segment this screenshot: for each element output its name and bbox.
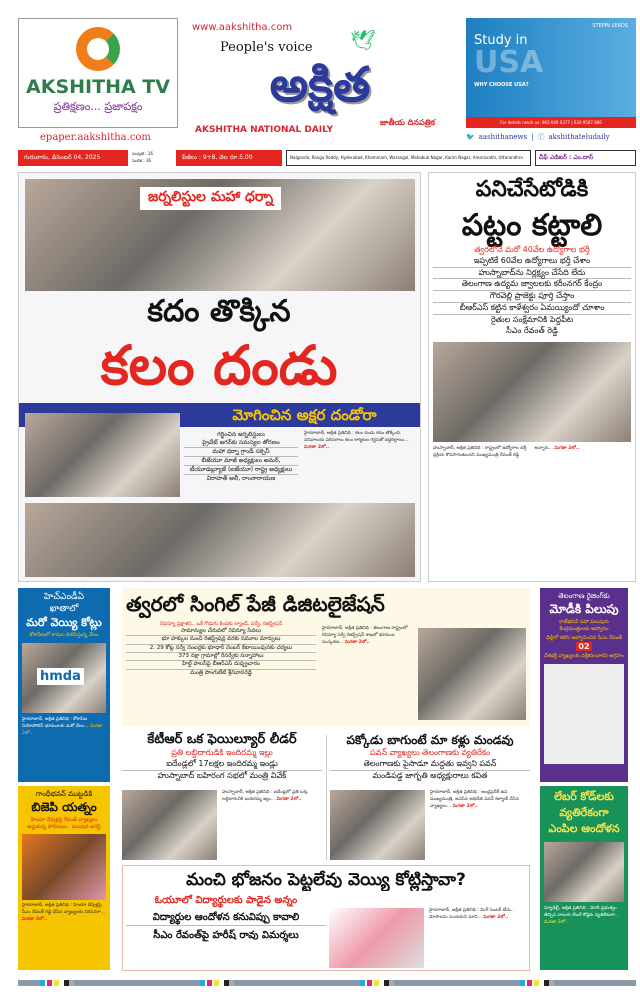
pawan-kavitha-photo <box>330 790 425 860</box>
food-body-text: హైదరాబాద్, అక్షిత ప్రతినిధి : వింగ్ సెంటర్ టీను.. మోసాలను సంచయని మాని... <box>429 908 514 920</box>
masthead-logo: అక్షిత <box>269 57 371 113</box>
ktr-sub: ప్రతి లబ్దిదారుడికి ఇందిరమ్మ ఇల్లు <box>171 748 273 757</box>
social-links: 🐦 aashithanews | ⓕ akshithateludaily <box>466 133 610 141</box>
bird-icon: 🕊 <box>350 28 376 52</box>
english-name: AKSHITHA NATIONAL DAILY <box>195 125 334 135</box>
continued-link[interactable]: మిగతా 2లో.. <box>544 919 569 925</box>
chief-editor: చీఫ్ ఎడిటర్ : ఎం.దాస్ <box>535 150 636 166</box>
hmda-logo: hmda <box>37 668 84 685</box>
right-point: ఇప్పటికే 60వేల ఉద్యోగాలు భర్తీ చేశాం <box>433 256 631 268</box>
tv-logo-box <box>18 18 178 128</box>
lead-point: టీయూడబ్ల్యూజే (ఐజేయూ) రాష్ట్ర అధ్యక్షులు <box>184 466 298 475</box>
tv-tagline: ప్రతిక్షణం... ప్రజాపక్షం <box>53 100 143 113</box>
facebook-icon: ⓕ <box>537 133 545 141</box>
bjp-protest-photo <box>22 834 106 900</box>
epaper-link[interactable]: epaper.aakshitha.com <box>40 132 151 143</box>
ad-contact: For details reach us: 903 046 0377 | 630 9587 886 <box>466 117 636 128</box>
pawan-point: మండిపడ్డ జాగృతి అధ్యక్షురాలు కవిత <box>372 770 488 780</box>
bjp-title: గాంధీభవన్ ముట్టడికి <box>35 790 93 798</box>
food-sub: ఓయూలో విద్యార్థులకు పాడైన అన్నం <box>154 895 298 906</box>
continued-link[interactable]: మిగతా 2లో.. <box>554 446 580 452</box>
lead-point: మహా ధర్నా గ్రాండ్ సక్సెస్ <box>184 448 298 457</box>
lead-photo-police <box>25 503 415 577</box>
continued-link[interactable]: మిగతా 2లో.. <box>483 914 509 920</box>
modi-sub2: ఢిల్లీలో కలిసి ఆహ్వానించిన సీఎం రేవంత్ <box>545 635 623 641</box>
modi-photo <box>544 664 624 764</box>
logo-sub: జాతీయ దినపత్రిక <box>380 118 436 127</box>
lead-photo-dharna <box>25 179 415 291</box>
continued-link[interactable]: మిగతా 2లో.. <box>22 916 48 922</box>
lead-body <box>304 431 416 451</box>
modi-title: తెలంగాణ రైజింగ్‌కు <box>558 592 610 600</box>
twitter-icon: 🐦 <box>466 133 475 141</box>
continued-link[interactable]: మిగతా 2లో.. <box>304 444 330 450</box>
digital-point: 373 నక్షా గ్రామాల్లో రీసర్వేకు సన్నాహాలు <box>126 653 316 661</box>
hmda-sub: కోకాపేటలో కాసుల కురిపిస్తున్న వేలం <box>29 632 99 638</box>
modi-box <box>540 588 628 782</box>
continued-link[interactable]: మిగతా 2లో.. <box>344 639 370 645</box>
pawan-headline: పక్కోడు బాగుంటే మా కళ్లు మండవు <box>346 733 514 747</box>
volume: సంపుటి : 16 <box>132 151 153 156</box>
twitter-handle[interactable]: aashithanews <box>478 133 528 141</box>
ad-big: USA <box>474 45 544 80</box>
right-point: సీఎం రేవంత్ రెడ్డి <box>506 325 558 335</box>
facebook-handle[interactable]: akshithateludaily <box>548 133 610 141</box>
digital-sub: రెవిన్యూ ప్రక్షాళన.. ఒకే గొడుగు కిందకు ల్యాండ్, సర్వే, రిజిస్ట్రేషన్ <box>159 621 283 627</box>
bjp-body <box>22 903 106 923</box>
right-body-text: హుస్నాబాద్, అక్షిత ప్రతినిధి : రాష్ట్రంలో ఉద్యోగాల భర్తీ ప్రక్రియ కొనసాగుతుందని ముఖ్యమంత్రి రేవంత్ రెడ్డి అన్నారు... <box>433 446 553 459</box>
right-kicker: పనిచేసేటోడికి <box>475 177 589 202</box>
right-lead-story <box>428 172 636 582</box>
volume-issue <box>132 150 172 166</box>
food-point: విద్యార్థుల ఆందోళన కనువిప్పు కావాలి <box>126 911 326 926</box>
digital-point: భూ హక్కుల నుంచి రిజిస్ట్రేషన్ల వరకు సమూల మార్పులు <box>126 636 316 644</box>
harish-rao-photo <box>329 908 424 968</box>
continued-link[interactable]: మిగతా 2లో.. <box>22 723 103 736</box>
labour-photo <box>544 842 624 902</box>
right-point: హుస్నాబాద్‌ను నిర్లక్ష్యం చేసేది లేదు <box>433 268 631 280</box>
lead-point: విరాహత్ అలీ, రాంనారాయణ <box>206 475 276 483</box>
issue: సంచిక : 16 <box>132 158 151 163</box>
website[interactable]: www.aakshitha.com <box>192 22 293 33</box>
hmda-body-text: హైదరాబాద్, అక్షిత ప్రతినిధి : కోకాపేట నియోపోలిస్ భూములకు మరో వేలం... <box>22 717 89 729</box>
hmda-box <box>18 588 110 782</box>
hmda-body <box>22 717 106 737</box>
lead-kicker: కదం తొక్కిన <box>147 294 291 329</box>
bjp-box <box>18 786 110 970</box>
print-color-bar <box>18 980 636 986</box>
continued-link[interactable]: మిగతా 2లో.. <box>276 796 302 802</box>
tv-logo-icon <box>76 27 120 71</box>
lead-point: ప్రైవేట్ జగన్‌కు సమస్యల తోరణం <box>184 439 298 448</box>
study-usa-ad[interactable] <box>466 18 636 128</box>
lead-photo-protesters <box>25 413 180 497</box>
food-body <box>429 908 527 922</box>
bjp-body-text: హైదరాబాద్, అక్షిత ప్రతినిధి : హిందూ దేవుళ్లపై సీఎం రేవంత్ రెడ్డి చేసిన వ్యాఖ్యలకు నిరసనగా... <box>22 903 106 915</box>
digital-body <box>322 626 412 646</box>
lead-headline: కలం దండు <box>100 334 338 397</box>
lead-body-text: హైదరాబాద్, అక్షిత ప్రతినిధి : కలం దండు కదం తొక్కింది. సచివాలయ పరిసరాలు కలం కార్మికుల గర్జనతో దద్దరిల్లాయి... <box>304 431 409 443</box>
ktr-headline: కేటీఆర్ ఒక ఫెయిల్యూర్ లీడర్ <box>147 732 297 747</box>
hmda-title2: ఖాతాలో <box>49 604 79 614</box>
ktr-photo-vivek <box>122 790 217 860</box>
bjp-sub: హిందూ దేవుళ్లపై రేవంత్ వ్యాఖ్యలు <box>30 817 98 823</box>
food-headline: మంచి భోజనం పెట్టలేవు వెయ్యి కోట్లిస్తావా? <box>186 870 466 890</box>
right-point: రైతుల సంక్షేమానికి పెద్దపీట <box>490 314 574 324</box>
right-points <box>433 256 631 337</box>
ktr-point: హుస్నాబాద్ బహిరంగ సభలో మంత్రి వివేక్ <box>157 770 287 780</box>
hmda-title: హెచ్ఎండీఏ <box>43 592 85 602</box>
digitalization-story <box>122 588 530 726</box>
right-point: తెలంగాణ ఉద్యమ జ్వాలలకు కరీంనగర్ కేంద్రం <box>433 279 631 291</box>
ktr-story <box>122 732 322 860</box>
pawan-body-text: హైదరాబాద్, అక్షిత ప్రతినిధి : ఆంధ్రప్రదేశ్ ఉప ముఖ్యమంత్రి, జనసేన అధినేత పవన్ కళ్యాణ్ చేసిన వ్యాఖ్యలు... <box>430 790 519 809</box>
date-bar <box>18 150 636 166</box>
food-point: సీఎం రేవంత్‌పై హరీష్ రావు విమర్శలు <box>153 930 299 941</box>
modi-headline: మోడీకి పిలుపు <box>549 602 619 616</box>
tv-name: AKSHITHA TV <box>26 76 170 98</box>
labour-headline: లేబర్ కోడ్‌లకు వ్యతిరేకంగా ఎంపిల ఆందోళన <box>548 790 620 835</box>
ad-why: WHY CHOOSE USA? <box>474 82 529 88</box>
digital-body-text: హైదరాబాద్, అక్షిత ప్రతినిధి : తెలంగాణ రాష్ట్రంలో రెవిన్యూ సర్వే రిజిస్ట్రేషన్ శాఖలో భూముల సంస్కరణ... <box>322 626 408 645</box>
food-story <box>122 865 530 971</box>
right-body <box>433 446 631 460</box>
pawan-body <box>430 790 530 810</box>
ad-title: Study in <box>474 33 528 48</box>
right-headline: పట్టం కట్టాలి <box>461 208 603 243</box>
labour-body <box>544 906 624 926</box>
labour-body-text: న్యూఢిల్లీ, అక్షిత ప్రతినిధి : మోదీ ప్రభుత్వం తెచ్చిన నాలుగు లేబర్ కోడ్లకు వ్యతిరేకంగా... <box>544 906 620 918</box>
pawan-story <box>330 732 530 860</box>
slogan: People's voice <box>220 40 313 55</box>
labour-box <box>540 786 628 970</box>
lead-points <box>184 431 298 484</box>
ktr-body-text: హుస్నాబాద్, అక్షిత ప్రతినిధి : ఐదేండ్లలో ప్రతి ఒక్క లబ్దిదారునికి ఇందిరమ్మ ఇల్లు... <box>222 790 308 802</box>
right-point: బీఆర్ఎస్ కట్టిన కాళేశ్వరం ఏమయ్యిందో చూశాం <box>433 303 631 315</box>
modi-sub: రాజ్‌భవన్ సహా పలువురు కేంద్రమంత్రులకు ఆహ్వానం <box>559 619 609 632</box>
right-photo-cm <box>433 342 631 442</box>
ad-brand: STEPIN LEADS <box>592 23 628 29</box>
digital-points <box>126 628 316 678</box>
column-divider <box>326 735 327 860</box>
page-ref[interactable]: 02 <box>578 642 590 651</box>
modi-sub3: దేశభక్తి వ్యాఖ్యలకు వక్రీకరించారని ఆగ్రహం <box>544 653 624 659</box>
pages-price: పేజీలు : 9+8, వెల రూ.5.00 <box>176 150 282 166</box>
editions: Nalgonda, Ranga Reddy, Hyderabad, Khammam, Warangal, Mahabub Nagar, Karim Nagar, Amaravathi, Uttarandhra <box>286 150 531 166</box>
ktr-point: ఐదేండ్లలో 17లక్షల ఇందిరమ్మ ఇండ్లు <box>122 759 322 771</box>
lead-strap: మోగించిన అక్షర దండోరా <box>189 403 420 427</box>
continued-link[interactable]: మిగతా 2లో.. <box>452 803 478 809</box>
ktr-body <box>222 790 322 804</box>
digital-photo-minister <box>418 628 526 720</box>
pawan-point: తెలంగాణకు పైసాడూ మద్దతు ఇవ్వని పవన్ <box>330 759 530 771</box>
hmda-photo <box>22 643 106 713</box>
digital-point: హిల్ట్ పాలసీపై బీఆర్ఎస్ దుష్ప్రచారం <box>126 661 316 669</box>
digital-point: సామాన్యుల చేరువలో రెవిన్యూ సేవలు <box>126 628 316 636</box>
digital-point: 2. 29 కోట్ల సర్వే నెంబర్లకు భూధార్ నెంబర్ కేటాయింపునకు చర్యలు <box>126 645 316 653</box>
digital-headline: త్వరలో సింగిల్ పేజీ డిజిటలైజేషన్ <box>126 592 385 616</box>
bjp-headline: బిజెపి యత్నం <box>31 800 97 814</box>
lead-point: గర్జించిన జర్నలిస్టులు <box>217 431 265 438</box>
bjp-sub2: అడ్డుకున్న పోలీసులు.. పలువురి అరెస్ట్ <box>27 824 101 830</box>
digital-point: మంత్రి పొంగులేటి శ్రీనివాసరెడ్డి <box>190 669 252 676</box>
modi-sub2-wrap <box>544 635 624 651</box>
photo-banner-text: జర్నలిస్టుల మహా ధర్నా <box>140 187 281 210</box>
pawan-sub: పవన్ వ్యాఖ్యలు తెలంగాణకు వ్యతిరేకం <box>369 748 491 757</box>
lead-story <box>18 172 421 582</box>
date: గురువారం, డిసెంబర్ 04, 2025 <box>18 150 128 166</box>
right-point: గౌరవెల్లి ప్రాజెక్టు పూర్తి చేస్తాం <box>433 291 631 303</box>
right-sub: త్వరలోనే మరో 40వేల ఉద్యోగాల భర్తీ <box>474 245 590 254</box>
lead-point: బీజేయూ మాజీ అధ్యక్షులు అమర్, <box>184 457 298 466</box>
hmda-headline: మరో వెయ్యి కోట్లు <box>26 616 102 629</box>
